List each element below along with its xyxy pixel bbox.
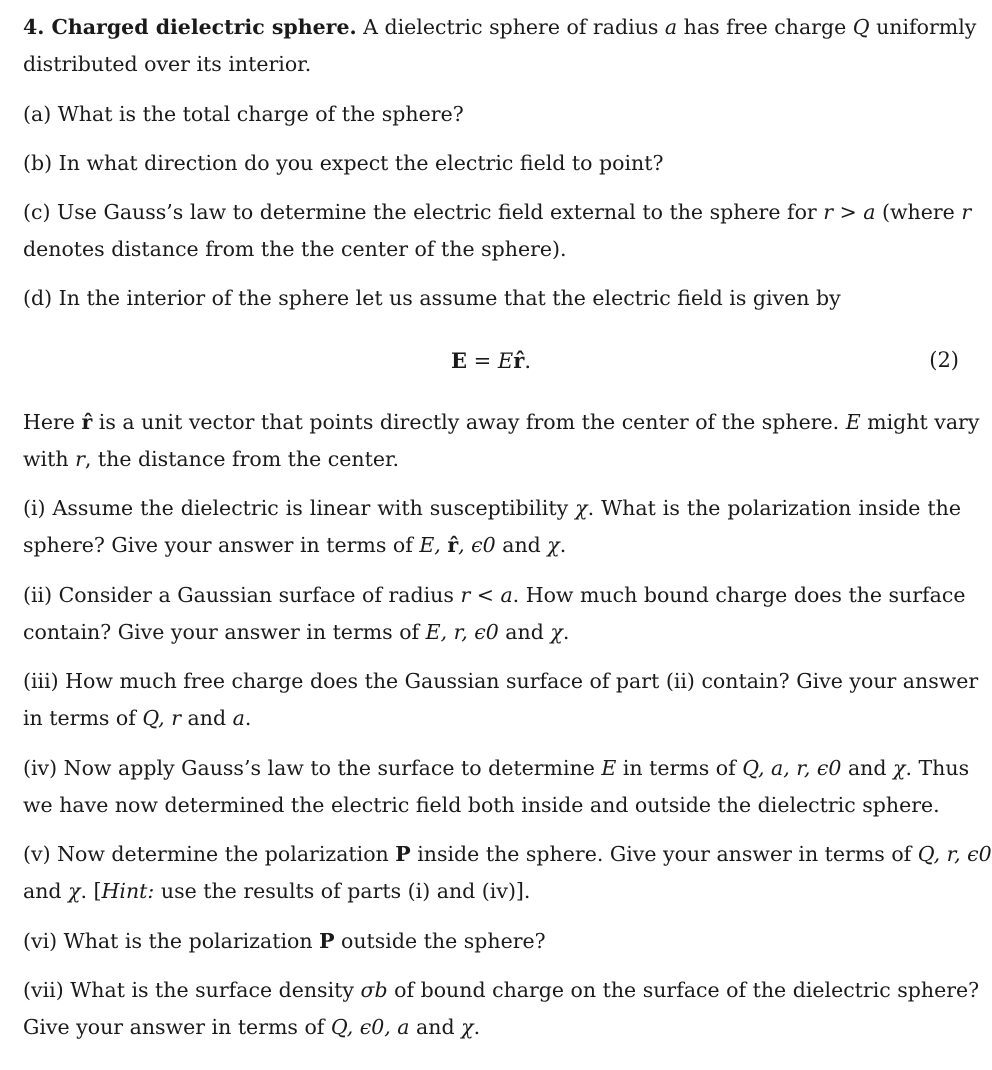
equation-2: E = Er̂. (2) — [0, 342, 982, 379]
part-a: (a) What is the total charge of the sphere? — [23, 102, 464, 126]
subpart-iv: (iv) Now apply Gauss’s law to the surface to determine E in terms of Q, a, r, ϵ0 and χ. Thus we have now determined the electric field both inside and outside the dielectric sphere. — [23, 756, 970, 817]
subpart-iii: (iii) How much free charge does the Gaussian surface of part (ii) contain? Give your answer in terms of Q, r and a. — [23, 669, 979, 730]
problem-intro — [23, 9, 977, 83]
subpart-vii: (vii) What is the surface density σb of bound charge on the surface of the dielectric sphere? Give your answer in terms of Q, ϵ0, a and χ. — [23, 978, 980, 1039]
problem-heading: 4. Charged dielectric sphere. — [23, 15, 357, 39]
intro-line-1: 4. Charged dielectric sphere. A dielectric sphere of radius a has free charge Q uniformly — [23, 15, 977, 39]
subpart-i: (i) Assume the dielectric is linear with susceptibility χ. What is the polarization inside the sphere? Give your answer in terms of E, r̂, ϵ0 and χ. — [23, 496, 961, 557]
subpart-v: (v) Now determine the polarization P inside the sphere. Give your answer in terms of Q, r, ϵ0 and χ. [Hint: use the results of parts (i) and (iv)]. — [23, 842, 992, 903]
subpart-vi: (vi) What is the polarization P outside the sphere? — [23, 929, 546, 953]
subpart-ii: (ii) Consider a Gaussian surface of radius r < a. How much bound charge does the surface contain? Give your answer in terms of E, r, ϵ0 and χ. — [23, 583, 966, 644]
intro-line-2: distributed over its interior. — [23, 52, 312, 76]
part-b: (b) In what direction do you expect the electric field to point? — [23, 151, 664, 175]
here-paragraph: Here r̂ is a unit vector that points directly away from the center of the sphere. E might vary with r, the distance from the center. — [23, 410, 980, 471]
equation-number: (2) — [929, 348, 959, 372]
part-d: (d) In the interior of the sphere let us assume that the electric field is given by — [23, 286, 841, 310]
part-c: (c) Use Gauss’s law to determine the electric field external to the sphere for r > a (where r denotes distance from the the center of the sphere). — [23, 200, 972, 261]
